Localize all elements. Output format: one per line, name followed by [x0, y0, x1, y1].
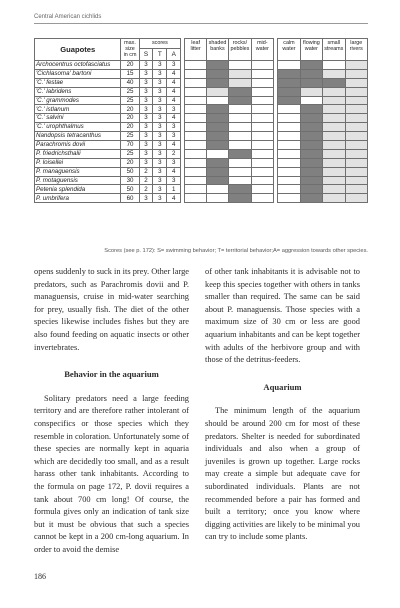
max-size-cell: 25 — [121, 132, 139, 141]
table-row — [35, 78, 368, 87]
habitat-cell — [345, 96, 368, 105]
score-a-cell: 1 — [167, 185, 181, 194]
habitat-header-rocks-pebbles: rocks/ pebbles — [229, 39, 251, 61]
page-number: 186 — [34, 572, 46, 581]
table-row — [35, 123, 368, 132]
habitat-cell — [206, 167, 228, 176]
habitat-cell — [185, 114, 206, 123]
habitat-cell — [206, 132, 228, 141]
table-row — [35, 141, 368, 150]
score-a-cell: 3 — [167, 176, 181, 185]
habitat-cell — [251, 69, 273, 78]
habitat-cell — [229, 78, 251, 87]
habitat-cell — [185, 123, 206, 132]
score-s-cell: 3 — [139, 61, 153, 70]
habitat-header-large-rivers: large rivers — [345, 39, 368, 61]
habitat-header-calm-water: calm water — [278, 39, 300, 61]
habitat-cell — [251, 149, 273, 158]
score-t-cell: 3 — [153, 149, 167, 158]
habitat-cell — [300, 87, 322, 96]
paragraph: of other tank inhabitants it is advisable not to keep this species together with others in tanks smaller than required. The same can be said about P. managuensis. Those species with a maximum size of 30 cm or less are good aquarium inhabitants and can be kept together with adults of the herbivore group and with those of the detritus-feeders. — [205, 267, 360, 365]
species-name-cell: Parachromis dovii — [35, 141, 121, 150]
score-s-cell: 3 — [139, 96, 153, 105]
habitat-header-mid-water: mid- water — [251, 39, 273, 61]
score-s-cell: 3 — [139, 69, 153, 78]
habitat-header-small-streams: small streams — [323, 39, 345, 61]
habitat-cell — [185, 69, 206, 78]
table-row — [35, 176, 368, 185]
habitat-cell — [206, 105, 228, 114]
habitat-cell — [345, 123, 368, 132]
habitat-cell — [278, 78, 300, 87]
table-row — [35, 194, 368, 203]
score-s-cell: 3 — [139, 132, 153, 141]
habitat-cell — [229, 132, 251, 141]
habitat-header-flowing-water: flowing water — [300, 39, 322, 61]
habitat-cell — [229, 167, 251, 176]
habitat-cell — [345, 141, 368, 150]
habitat-cell — [323, 149, 345, 158]
habitat-cell — [323, 167, 345, 176]
habitat-cell — [251, 114, 273, 123]
habitat-cell — [229, 141, 251, 150]
text-column-left — [34, 266, 189, 556]
score-s-cell: 3 — [139, 149, 153, 158]
max-size-cell: 20 — [121, 158, 139, 167]
max-size-cell: 20 — [121, 123, 139, 132]
habitat-cell — [278, 158, 300, 167]
habitat-cell — [323, 78, 345, 87]
score-a-cell: 3 — [167, 61, 181, 70]
score-t-cell: 3 — [153, 69, 167, 78]
score-a-cell: 4 — [167, 167, 181, 176]
habitat-cell — [300, 61, 322, 70]
habitat-cell — [323, 158, 345, 167]
habitat-cell — [206, 69, 228, 78]
habitat-cell — [300, 105, 322, 114]
table-row — [35, 96, 368, 105]
habitat-cell — [323, 69, 345, 78]
species-name-cell: 'C.' salvini — [35, 114, 121, 123]
habitat-cell — [206, 141, 228, 150]
species-name-cell: 'C.' labridens — [35, 87, 121, 96]
habitat-cell — [278, 132, 300, 141]
score-s-cell: 3 — [139, 105, 153, 114]
habitat-cell — [278, 141, 300, 150]
habitat-cell — [345, 69, 368, 78]
habitat-cell — [345, 158, 368, 167]
table-name-header: Guapotes — [35, 39, 121, 61]
habitat-cell — [278, 185, 300, 194]
species-name-cell: 'Cichlasoma' bartoni — [35, 69, 121, 78]
habitat-cell — [345, 194, 368, 203]
habitat-cell — [229, 149, 251, 158]
habitat-cell — [251, 185, 273, 194]
habitat-cell — [345, 132, 368, 141]
habitat-cell — [206, 78, 228, 87]
habitat-cell — [206, 96, 228, 105]
habitat-cell — [185, 105, 206, 114]
table-row — [35, 149, 368, 158]
section-heading-behavior: Behavior in the aquarium — [64, 369, 159, 380]
table-row — [35, 114, 368, 123]
score-t-cell: 3 — [153, 78, 167, 87]
habitat-cell — [185, 61, 206, 70]
habitat-cell — [251, 141, 273, 150]
paragraph: The minimum length of the aquarium should be around 200 cm for most of these predators. Shelter is needed for subordinated individuals and also when a group of juveniles is grown up together. Large rocks may create a simple but adequate cave for subordinated individuals. Plants are not recommended before a pair has formed and built a territory; once you know where digging activities are likely to be minimal you can try to include some plants. — [205, 406, 360, 542]
max-size-cell: 60 — [121, 194, 139, 203]
max-size-cell: 20 — [121, 61, 139, 70]
habitat-cell — [300, 194, 322, 203]
habitat-cell — [300, 185, 322, 194]
habitat-cell — [278, 167, 300, 176]
habitat-cell — [323, 114, 345, 123]
habitat-cell — [185, 176, 206, 185]
habitat-cell — [323, 194, 345, 203]
score-a-cell: 4 — [167, 69, 181, 78]
habitat-cell — [251, 87, 273, 96]
habitat-cell — [278, 69, 300, 78]
habitat-cell — [345, 61, 368, 70]
habitat-cell — [345, 167, 368, 176]
habitat-cell — [251, 123, 273, 132]
score-s-cell: 2 — [139, 167, 153, 176]
habitat-cell — [229, 61, 251, 70]
species-name-cell: P. friedrichsthalii — [35, 149, 121, 158]
max-size-header: max. size in cm — [121, 39, 139, 61]
score-s-cell: 3 — [139, 114, 153, 123]
score-t-cell: 3 — [153, 105, 167, 114]
species-name-cell: P. managuensis — [35, 167, 121, 176]
habitat-cell — [229, 69, 251, 78]
habitat-cell — [278, 96, 300, 105]
score-s-cell: 2 — [139, 185, 153, 194]
habitat-cell — [345, 149, 368, 158]
habitat-cell — [251, 78, 273, 87]
table-row — [35, 158, 368, 167]
score-a-cell: 4 — [167, 114, 181, 123]
habitat-cell — [278, 114, 300, 123]
table-caption: Scores (see p. 172): S= swimming behavior; T= territorial behavior;A= aggression towards other species. — [104, 248, 368, 254]
habitat-cell — [229, 185, 251, 194]
habitat-cell — [229, 105, 251, 114]
habitat-cell — [251, 158, 273, 167]
habitat-header-shaded-banks: shaded banks — [206, 39, 228, 61]
habitat-cell — [323, 105, 345, 114]
paragraph: Solitary predators need a large feeding territory and are therefore rather intolerant of conspecifics or those species which they resemble in coloration. Unfortunately some of these species are normally kept in aquaria which are decidedly too small, and as a result harass other tank inhabitants. According to the formula on page 172, P. dovii requires a tank about 700 cm long! Of course, the formula gives only an indication of tank size but it must be obvious that such a species cannot be kept in a 200 cm-long aquarium. In order to avoid the demise — [34, 393, 189, 554]
habitat-cell — [278, 194, 300, 203]
table-row — [35, 167, 368, 176]
header-rule — [34, 23, 368, 24]
max-size-cell: 25 — [121, 87, 139, 96]
habitat-cell — [300, 78, 322, 87]
habitat-cell — [300, 123, 322, 132]
habitat-cell — [345, 87, 368, 96]
score-t-cell: 3 — [153, 96, 167, 105]
habitat-cell — [300, 167, 322, 176]
score-t-cell: 3 — [153, 176, 167, 185]
score-t-cell: 3 — [153, 132, 167, 141]
habitat-cell — [345, 105, 368, 114]
score-s-cell: 3 — [139, 194, 153, 203]
habitat-cell — [229, 96, 251, 105]
habitat-header-leaf-litter: leaf litter — [185, 39, 206, 61]
habitat-cell — [345, 185, 368, 194]
score-t-cell: 3 — [153, 194, 167, 203]
habitat-cell — [206, 87, 228, 96]
habitat-cell — [300, 158, 322, 167]
habitat-cell — [185, 78, 206, 87]
habitat-cell — [300, 114, 322, 123]
habitat-cell — [185, 185, 206, 194]
species-name-cell: 'C.' istlanum — [35, 105, 121, 114]
score-s-cell: 3 — [139, 158, 153, 167]
score-s-cell: 3 — [139, 123, 153, 132]
max-size-cell: 50 — [121, 167, 139, 176]
score-a-cell: 3 — [167, 105, 181, 114]
habitat-cell — [229, 176, 251, 185]
habitat-cell — [206, 149, 228, 158]
habitat-cell — [323, 141, 345, 150]
score-t-cell: 3 — [153, 87, 167, 96]
max-size-cell: 40 — [121, 78, 139, 87]
table-row — [35, 69, 368, 78]
habitat-cell — [229, 114, 251, 123]
habitat-cell — [300, 176, 322, 185]
habitat-cell — [185, 194, 206, 203]
habitat-cell — [206, 61, 228, 70]
species-name-cell: P. loisellei — [35, 158, 121, 167]
habitat-cell — [185, 167, 206, 176]
species-table-body — [35, 61, 368, 203]
habitat-cell — [185, 96, 206, 105]
habitat-cell — [300, 96, 322, 105]
max-size-cell: 25 — [121, 96, 139, 105]
habitat-cell — [278, 61, 300, 70]
running-head: Central American cichlids — [34, 14, 102, 20]
habitat-cell — [278, 87, 300, 96]
score-a-cell: 4 — [167, 141, 181, 150]
score-a-cell: 4 — [167, 96, 181, 105]
habitat-cell — [251, 105, 273, 114]
habitat-cell — [206, 123, 228, 132]
habitat-cell — [251, 194, 273, 203]
habitat-cell — [323, 61, 345, 70]
score-a-cell: 4 — [167, 87, 181, 96]
score-t-cell: 3 — [153, 167, 167, 176]
habitat-cell — [185, 132, 206, 141]
habitat-cell — [345, 78, 368, 87]
score-t-cell: 3 — [153, 158, 167, 167]
habitat-cell — [278, 123, 300, 132]
score-t-cell: 3 — [153, 123, 167, 132]
score-a-cell: 3 — [167, 132, 181, 141]
species-name-cell: P. motaguensis — [35, 176, 121, 185]
habitat-cell — [185, 141, 206, 150]
habitat-cell — [300, 132, 322, 141]
habitat-cell — [323, 123, 345, 132]
habitat-cell — [251, 167, 273, 176]
species-name-cell: Archocentrus octofasciatus — [35, 61, 121, 70]
score-t-cell: 3 — [153, 141, 167, 150]
table-row — [35, 105, 368, 114]
habitat-cell — [229, 123, 251, 132]
habitat-cell — [323, 176, 345, 185]
species-name-cell: 'C.' urophthalmus — [35, 123, 121, 132]
habitat-cell — [345, 114, 368, 123]
table-row — [35, 87, 368, 96]
habitat-cell — [206, 176, 228, 185]
species-table-container — [34, 38, 368, 203]
max-size-cell: 70 — [121, 141, 139, 150]
max-size-cell: 25 — [121, 149, 139, 158]
species-name-cell: 'C.' grammodes — [35, 96, 121, 105]
habitat-cell — [300, 141, 322, 150]
habitat-cell — [323, 96, 345, 105]
score-t-cell: 3 — [153, 61, 167, 70]
habitat-cell — [251, 132, 273, 141]
habitat-cell — [206, 114, 228, 123]
max-size-cell: 30 — [121, 176, 139, 185]
habitat-cell — [251, 96, 273, 105]
score-col-t: T — [153, 49, 167, 61]
score-a-cell: 4 — [167, 194, 181, 203]
habitat-cell — [185, 158, 206, 167]
species-table — [34, 38, 368, 203]
habitat-cell — [278, 105, 300, 114]
species-name-cell: 'C.' festae — [35, 78, 121, 87]
habitat-cell — [185, 87, 206, 96]
scores-header: scores — [139, 39, 181, 49]
habitat-cell — [345, 176, 368, 185]
habitat-cell — [251, 176, 273, 185]
habitat-cell — [229, 87, 251, 96]
text-column-right — [205, 266, 360, 544]
score-s-cell: 2 — [139, 176, 153, 185]
habitat-cell — [206, 185, 228, 194]
species-name-cell: Nandopsis tetracanthus — [35, 132, 121, 141]
species-name-cell: P. umbrifera — [35, 194, 121, 203]
score-col-a: A — [167, 49, 181, 61]
habitat-cell — [323, 87, 345, 96]
score-a-cell: 3 — [167, 123, 181, 132]
table-row — [35, 61, 368, 70]
habitat-cell — [206, 158, 228, 167]
habitat-cell — [278, 176, 300, 185]
score-a-cell: 2 — [167, 149, 181, 158]
species-name-cell: Petenia splendida — [35, 185, 121, 194]
habitat-cell — [300, 149, 322, 158]
habitat-cell — [229, 194, 251, 203]
score-a-cell: 3 — [167, 158, 181, 167]
table-row — [35, 132, 368, 141]
score-a-cell: 4 — [167, 78, 181, 87]
habitat-cell — [300, 69, 322, 78]
score-t-cell: 3 — [153, 185, 167, 194]
habitat-cell — [278, 149, 300, 158]
score-s-cell: 3 — [139, 87, 153, 96]
score-s-cell: 3 — [139, 78, 153, 87]
max-size-cell: 20 — [121, 105, 139, 114]
habitat-cell — [229, 158, 251, 167]
score-s-cell: 3 — [139, 141, 153, 150]
section-heading-aquarium: Aquarium — [263, 381, 302, 392]
paragraph: opens suddenly to suck in its prey. Other large predators, such as Parachromis dovii and P. managuensis, cruise in mid-water searching for prey, usually fish. The diet of the other species likewise includes fishes but they are also found feeding on aquatic insects or other invertebrates. — [34, 267, 189, 352]
habitat-cell — [185, 149, 206, 158]
habitat-cell — [323, 132, 345, 141]
max-size-cell: 50 — [121, 185, 139, 194]
max-size-cell: 20 — [121, 114, 139, 123]
habitat-cell — [251, 61, 273, 70]
table-row — [35, 185, 368, 194]
score-col-s: S — [139, 49, 153, 61]
habitat-cell — [323, 185, 345, 194]
habitat-cell — [206, 194, 228, 203]
score-t-cell: 3 — [153, 114, 167, 123]
max-size-cell: 15 — [121, 69, 139, 78]
